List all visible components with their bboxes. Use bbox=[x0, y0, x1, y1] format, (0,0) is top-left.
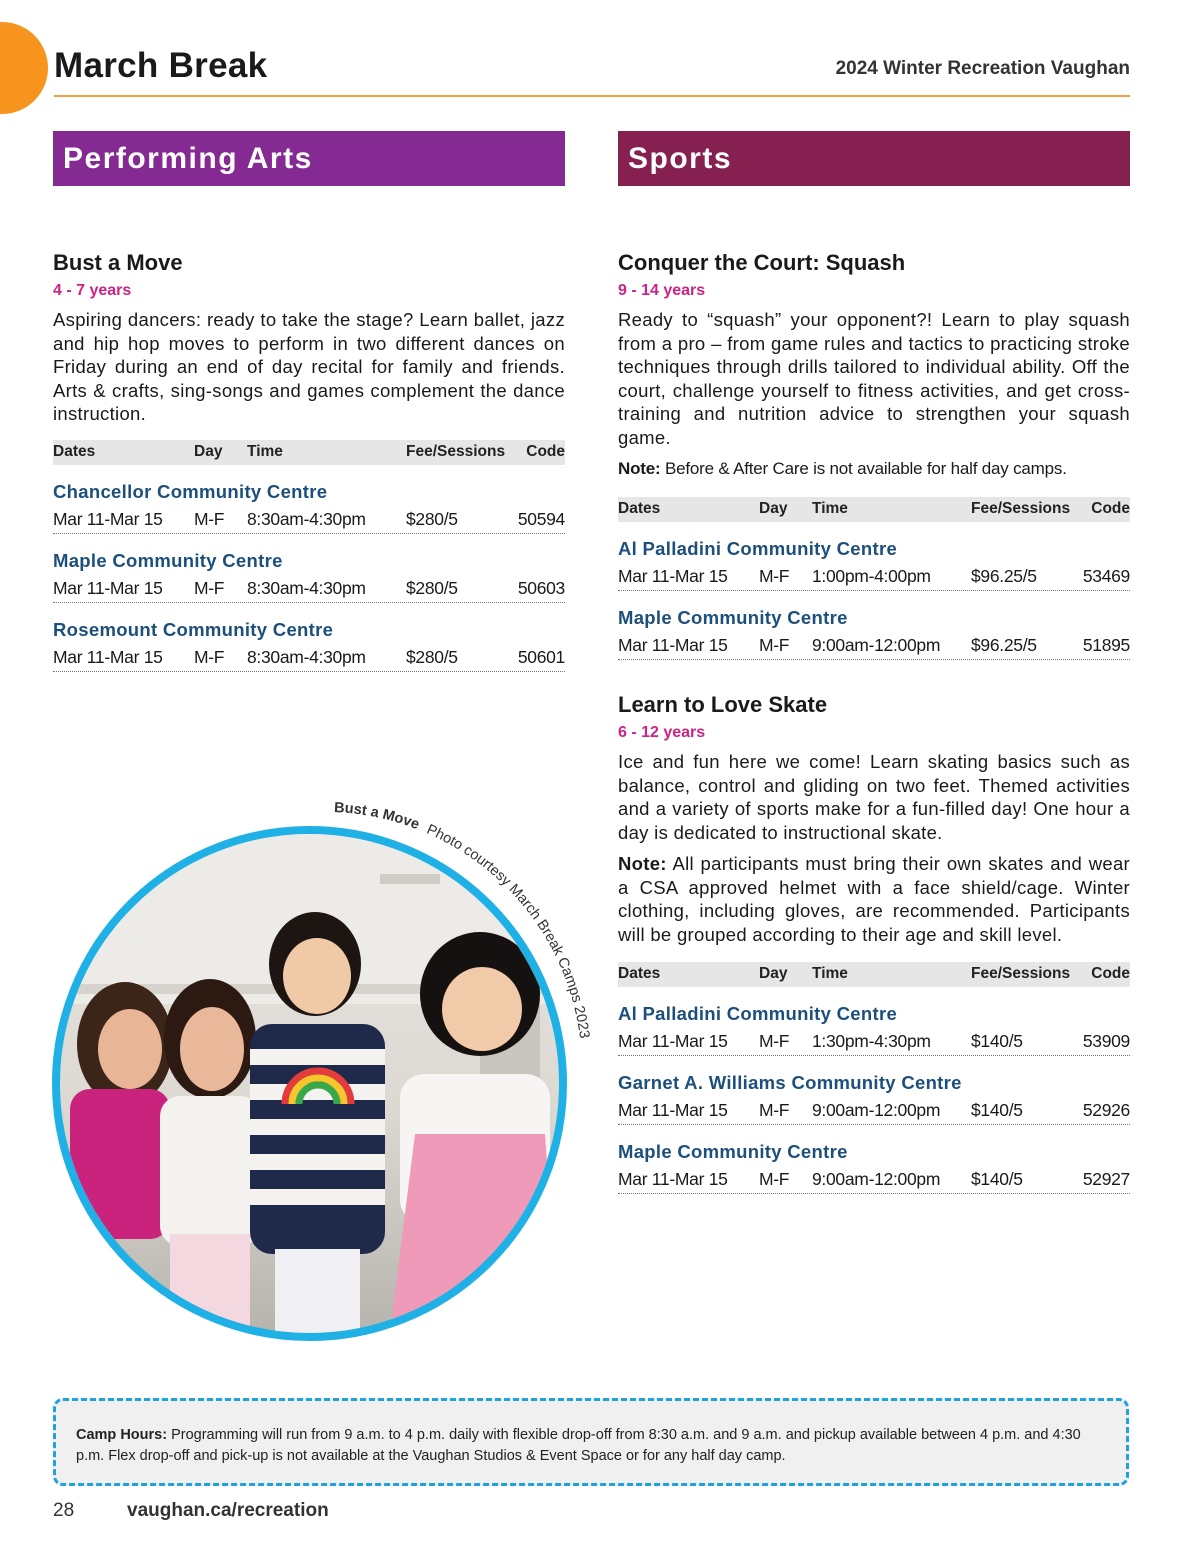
col-day: Day bbox=[194, 442, 223, 460]
row-fee: $280/5 bbox=[406, 646, 458, 667]
row-dates: Mar 11-Mar 15 bbox=[53, 577, 163, 598]
page-title: March Break bbox=[54, 46, 268, 85]
row-fee: $140/5 bbox=[971, 1169, 1023, 1190]
table-row bbox=[618, 1029, 1130, 1056]
row-code: 52927 bbox=[1082, 1169, 1130, 1190]
program-note bbox=[618, 852, 1130, 946]
row-fee: $96.25/5 bbox=[971, 634, 1037, 655]
table-header bbox=[618, 962, 1130, 987]
photo-caption-title: Bust a Move bbox=[333, 799, 422, 834]
camp-hours-text: Programming will run from 9 a.m. to 4 p.m. daily with flexible drop-off from 8:30 a.m. and 9 a.m. and pickup available between 4 p.m. and 4:30 p.m. Flex drop-off and pick-up is not available at the Vaughan Studios & Event Space or for any half day camp. bbox=[76, 1427, 1081, 1464]
row-day: M-F bbox=[759, 1031, 790, 1052]
row-fee: $140/5 bbox=[971, 1031, 1023, 1052]
publication-title: 2024 Winter Recreation Vaughan bbox=[835, 58, 1130, 79]
col-time: Time bbox=[812, 965, 848, 983]
row-code: 53469 bbox=[1082, 565, 1130, 586]
sports-banner: Sports bbox=[618, 131, 1130, 186]
table-row bbox=[53, 507, 565, 534]
row-dates: Mar 11-Mar 15 bbox=[618, 1031, 728, 1052]
page-number: 28 bbox=[53, 1500, 75, 1521]
camp-photo bbox=[52, 826, 567, 1341]
row-day: M-F bbox=[194, 646, 225, 667]
row-code: 50601 bbox=[517, 646, 565, 667]
age-range: 6 - 12 years bbox=[618, 724, 706, 742]
row-dates: Mar 11-Mar 15 bbox=[618, 1169, 728, 1190]
program-bust-a-move bbox=[53, 250, 565, 672]
table-row bbox=[53, 576, 565, 603]
col-time: Time bbox=[247, 442, 283, 460]
venue-name: Al Palladini Community Centre bbox=[618, 537, 898, 559]
row-day: M-F bbox=[194, 577, 225, 598]
row-time: 9:00am-12:00pm bbox=[812, 1100, 941, 1121]
program-description: Aspiring dancers: ready to take the stage? Learn ballet, jazz and hip hop moves to perform in two different dances on Friday during an end of day recital for family and friends. Arts & crafts, sing-songs and games complement the dance instruction. bbox=[53, 309, 565, 425]
row-dates: Mar 11-Mar 15 bbox=[53, 508, 163, 529]
row-fee: $140/5 bbox=[971, 1100, 1023, 1121]
row-time: 9:00am-12:00pm bbox=[812, 1169, 941, 1190]
row-fee: $96.25/5 bbox=[971, 565, 1037, 586]
section-tab-marker bbox=[0, 22, 48, 114]
note-text: Before & After Care is not available for half day camps. bbox=[664, 459, 1067, 479]
table-row bbox=[618, 1167, 1130, 1194]
row-day: M-F bbox=[759, 634, 790, 655]
row-time: 1:00pm-4:00pm bbox=[812, 565, 931, 586]
row-fee: $280/5 bbox=[406, 577, 458, 598]
row-code: 53909 bbox=[1082, 1031, 1130, 1052]
photo-caption-credit: Photo courtesy March Break Camps 2023 bbox=[424, 821, 593, 1040]
row-day: M-F bbox=[759, 1100, 790, 1121]
row-fee: $280/5 bbox=[406, 508, 458, 529]
table-row bbox=[53, 645, 565, 672]
performing-arts-banner: Performing Arts bbox=[53, 131, 565, 186]
venue-name: Maple Community Centre bbox=[53, 549, 283, 571]
venue-name: Maple Community Centre bbox=[618, 606, 848, 628]
venue-name: Chancellor Community Centre bbox=[53, 480, 328, 502]
row-dates: Mar 11-Mar 15 bbox=[53, 646, 163, 667]
row-time: 8:30am-4:30pm bbox=[247, 508, 366, 529]
row-day: M-F bbox=[759, 565, 790, 586]
row-code: 51895 bbox=[1082, 634, 1130, 655]
col-code: Code bbox=[526, 442, 565, 460]
row-dates: Mar 11-Mar 15 bbox=[618, 634, 728, 655]
header-divider bbox=[54, 95, 1130, 97]
venue-name: Rosemount Community Centre bbox=[53, 618, 334, 640]
program-title: Bust a Move bbox=[53, 250, 183, 275]
row-time: 8:30am-4:30pm bbox=[247, 577, 366, 598]
children-photo-illustration bbox=[60, 834, 559, 1333]
col-time: Time bbox=[812, 499, 848, 517]
table-row bbox=[618, 1098, 1130, 1125]
row-time: 8:30am-4:30pm bbox=[247, 646, 366, 667]
program-title: Conquer the Court: Squash bbox=[618, 250, 906, 275]
row-day: M-F bbox=[194, 508, 225, 529]
table-header bbox=[618, 497, 1130, 522]
sports-column bbox=[618, 131, 1130, 1194]
camp-hours-label: Camp Hours: bbox=[76, 1427, 168, 1443]
venue-name: Al Palladini Community Centre bbox=[618, 1003, 898, 1025]
col-dates: Dates bbox=[618, 499, 661, 517]
table-header bbox=[53, 440, 565, 465]
col-fee: Fee/Sessions bbox=[971, 965, 1071, 983]
row-code: 50594 bbox=[517, 508, 565, 529]
col-code: Code bbox=[1091, 499, 1130, 517]
col-dates: Dates bbox=[618, 965, 661, 983]
program-squash bbox=[618, 250, 1130, 660]
performing-arts-column bbox=[53, 131, 565, 672]
col-code: Code bbox=[1091, 965, 1130, 983]
row-dates: Mar 11-Mar 15 bbox=[618, 565, 728, 586]
row-time: 9:00am-12:00pm bbox=[812, 634, 941, 655]
venue-name: Garnet A. Williams Community Centre bbox=[618, 1072, 962, 1094]
program-description: Ice and fun here we come! Learn skating basics such as balance, control and gliding on two feet. Themed activities and a variety of sports make for a fun-filled day! One hour a day is dedicated to instructional skate. bbox=[618, 751, 1130, 843]
program-note bbox=[618, 457, 1130, 481]
table-row bbox=[618, 564, 1130, 591]
col-fee: Fee/Sessions bbox=[406, 442, 506, 460]
venue-name: Maple Community Centre bbox=[618, 1141, 848, 1163]
age-range: 9 - 14 years bbox=[618, 282, 706, 300]
row-dates: Mar 11-Mar 15 bbox=[618, 1100, 728, 1121]
row-code: 50603 bbox=[517, 577, 565, 598]
col-dates: Dates bbox=[53, 442, 96, 460]
note-label: Note: bbox=[618, 459, 661, 479]
row-time: 1:30pm-4:30pm bbox=[812, 1031, 931, 1052]
col-day: Day bbox=[759, 965, 788, 983]
program-title: Learn to Love Skate bbox=[618, 691, 828, 717]
program-description: Ready to “squash” your opponent?! Learn to play squash from a pro – from game rules and tactics to practicing stroke techniques through drills tailored to individual ability. Off the court, challenge yourself to fitness activities, and get cross-training and nutrition advice to strengthen your squash game. bbox=[618, 309, 1130, 448]
row-code: 52926 bbox=[1082, 1100, 1130, 1121]
note-label: Note: bbox=[618, 853, 667, 875]
table-row bbox=[618, 633, 1130, 660]
col-fee: Fee/Sessions bbox=[971, 499, 1071, 517]
age-range: 4 - 7 years bbox=[53, 282, 132, 300]
camp-hours-notice bbox=[53, 1398, 1129, 1486]
note-text: All participants must bring their own skates and wear a CSA approved helmet with a face shield/cage. Winter clothing, including gloves, are recommended. Participants will be grouped according to their age and skill level. bbox=[618, 853, 1130, 945]
col-day: Day bbox=[759, 499, 788, 517]
program-learn-to-love-skate bbox=[618, 692, 1130, 1194]
footer-url: vaughan.ca/recreation bbox=[127, 1500, 329, 1521]
row-day: M-F bbox=[759, 1169, 790, 1190]
